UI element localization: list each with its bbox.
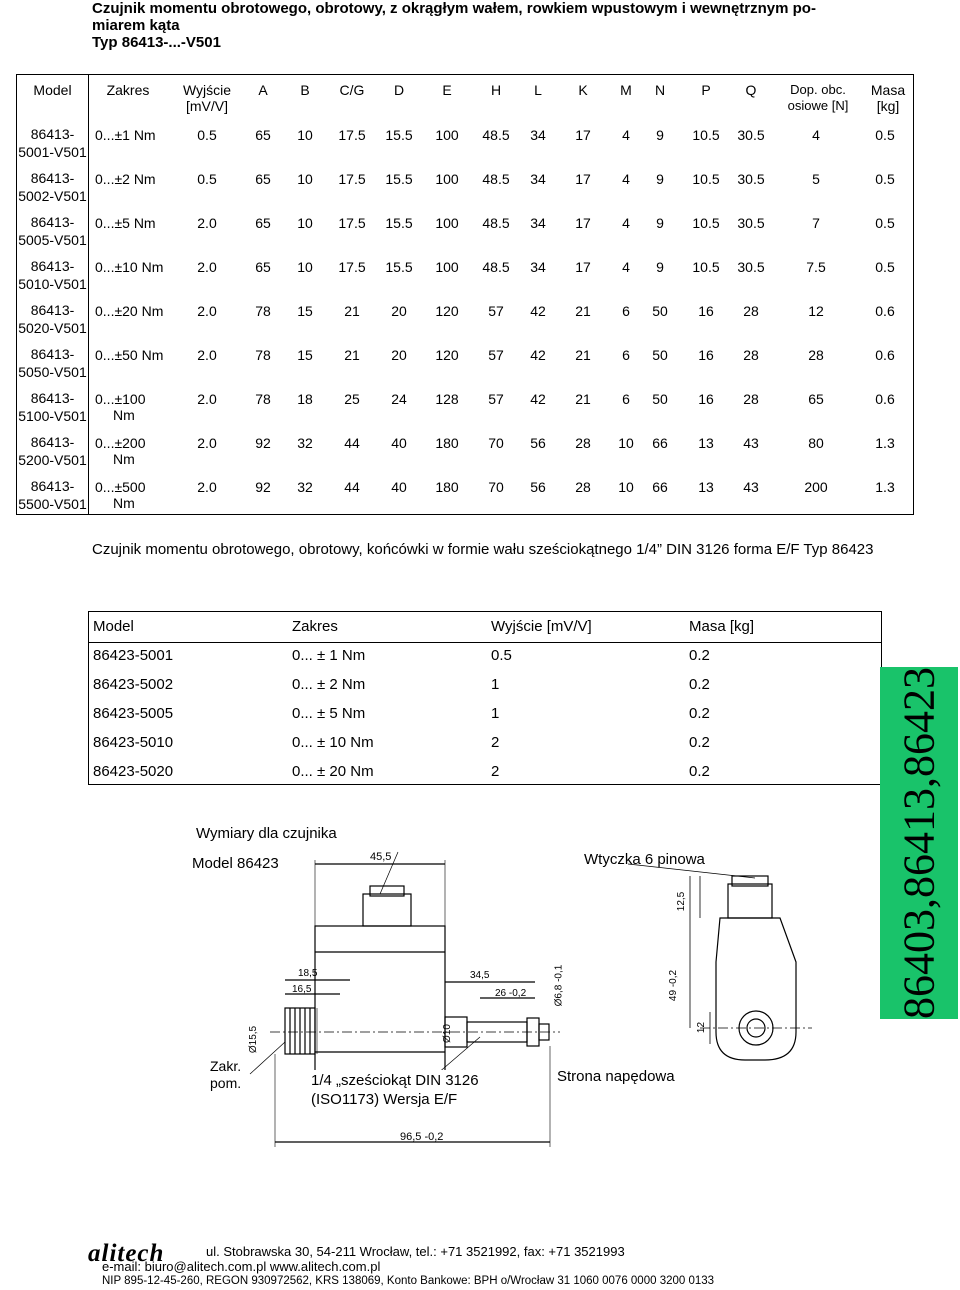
dim-d10: Ø10 — [441, 1024, 453, 1043]
table-cell-h: 70 — [488, 479, 504, 495]
header-divider — [89, 642, 881, 643]
header-l: L — [534, 82, 542, 98]
dim-96-5: 96,5 -0,2 — [400, 1131, 444, 1143]
table-cell-k: 17 — [575, 127, 591, 143]
header-masa-line2: [kg] — [876, 98, 900, 114]
t2-cell-model: 86423-5010 — [93, 734, 174, 751]
table-cell-k: 28 — [575, 479, 591, 495]
table-cell-zakres — [95, 171, 175, 187]
table-cell-a: 65 — [255, 171, 271, 187]
dim-d15-5: Ø15,5 — [248, 1025, 260, 1054]
zakres-line1: 0...±50 Nm — [95, 347, 164, 363]
table-cell-m: 10 — [618, 435, 634, 451]
zakres-line1: 0...±100 — [95, 391, 146, 407]
table-cell-h: 57 — [488, 303, 504, 319]
header-b: B — [300, 82, 310, 98]
table-cell-w: 2.0 — [197, 303, 217, 319]
header-dop-obc — [773, 82, 863, 114]
table-cell-l: 42 — [530, 347, 546, 363]
t2-cell-wyjscie: 2 — [491, 763, 500, 780]
table-cell-k: 21 — [575, 347, 591, 363]
dim-18-5: 18,5 — [298, 968, 318, 979]
model-line1: 86413- — [30, 346, 75, 362]
table-cell-w: 2.0 — [197, 391, 217, 407]
table-cell-zakres — [95, 435, 175, 467]
t2-cell-zakres: 0... ± 10 Nm — [292, 734, 374, 751]
dim-49: 49 -0,2 — [668, 969, 680, 1002]
table-cell-a: 65 — [255, 259, 271, 275]
section-title-86423: Czujnik momentu obrotowego, obrotowy, końcówki w formie wału sześciokątnego 1/4” DIN 3126 forma E/F Typ 86423 — [92, 541, 874, 558]
table-cell-e: 100 — [435, 127, 459, 143]
header-masa-line1: Masa — [870, 82, 906, 98]
table-row-model — [17, 213, 88, 249]
t2-cell-zakres: 0... ± 1 Nm — [292, 647, 366, 664]
table-row-model — [17, 125, 88, 161]
table-cell-p: 10.5 — [692, 171, 720, 187]
model-line1: 86413- — [30, 170, 75, 186]
table-cell-masa: 0.5 — [875, 215, 895, 231]
table-cell-m: 10 — [618, 479, 634, 495]
table-cell-cg: 17.5 — [338, 259, 366, 275]
zakres-line2: Nm — [113, 407, 135, 423]
table-cell-w: 2.0 — [197, 347, 217, 363]
title-line-3: Typ 86413-...-V501 — [92, 34, 221, 51]
header-n: N — [654, 82, 666, 98]
table-cell-dop: 65 — [808, 391, 824, 407]
table-cell-cg: 17.5 — [338, 215, 366, 231]
spec-table-86423 — [88, 611, 882, 785]
table-cell-q: 28 — [743, 303, 759, 319]
footer-company-ids: NIP 895-12-45-260, REGON 930972562, KRS 138069, Konto Bankowe: BPH o/Wrocław 31 1060 0076 0000 3200 0133 — [102, 1275, 715, 1287]
footer — [88, 1234, 948, 1290]
table-cell-zakres — [95, 303, 175, 319]
table-cell-w: 2.0 — [197, 479, 217, 495]
table-cell-masa: 0.5 — [875, 127, 895, 143]
model-line1: 86413- — [30, 302, 75, 318]
table-cell-zakres — [95, 391, 175, 423]
table-cell-n: 50 — [652, 391, 668, 407]
t2-cell-masa: 0.2 — [689, 734, 710, 751]
t2-cell-wyjscie: 1 — [491, 705, 500, 722]
table-cell-d: 15.5 — [385, 259, 413, 275]
table-cell-p: 10.5 — [692, 127, 720, 143]
label-strona-napedowa: Strona napędowa — [554, 1066, 678, 1087]
model-line1: 86413- — [30, 434, 75, 450]
table-cell-m: 4 — [622, 215, 630, 231]
table-cell-n: 66 — [652, 479, 668, 495]
t2-cell-masa: 0.2 — [689, 763, 710, 780]
header-q: Q — [745, 82, 757, 98]
dim-12-5: 12,5 — [676, 891, 688, 912]
table-cell-m: 4 — [622, 259, 630, 275]
table-cell-q: 30.5 — [737, 215, 765, 231]
zakres-line1: 0...±200 — [95, 435, 146, 451]
table-cell-dop: 4 — [812, 127, 820, 143]
table-cell-l: 34 — [530, 171, 546, 187]
table-cell-h: 57 — [488, 391, 504, 407]
label-hex-line2: (ISO1173) Wersja E/F — [311, 1091, 458, 1108]
table-cell-cg: 44 — [344, 435, 360, 451]
table-cell-d: 40 — [391, 479, 407, 495]
table-row-model — [17, 433, 88, 469]
footer-contact: e-mail: biuro@alitech.com.pl www.alitech.com.pl — [102, 1259, 381, 1274]
model-line2: 5500-V501 — [18, 496, 87, 512]
header-wyjscie-line1: Wyjście — [182, 82, 232, 98]
table-cell-a: 65 — [255, 215, 271, 231]
t2-cell-model: 86423-5005 — [93, 705, 174, 722]
table-cell-p: 10.5 — [692, 259, 720, 275]
model-line1: 86413- — [30, 390, 75, 406]
alitech-logo: alitech — [88, 1240, 165, 1267]
table-cell-l: 56 — [530, 479, 546, 495]
table-cell-n: 66 — [652, 435, 668, 451]
table-cell-e: 100 — [435, 171, 459, 187]
label-wymiary: Wymiary dla czujnika — [196, 825, 337, 842]
table-cell-masa: 1.3 — [875, 435, 895, 451]
table-divider — [88, 75, 89, 514]
table-row-model — [17, 169, 88, 205]
table-cell-n: 9 — [656, 259, 664, 275]
dim-34-5: 34,5 — [470, 970, 490, 981]
table-cell-w: 2.0 — [197, 259, 217, 275]
header-p: P — [701, 82, 711, 98]
table-cell-q: 28 — [743, 347, 759, 363]
table-row-model — [17, 389, 88, 425]
table-cell-l: 34 — [530, 259, 546, 275]
table-cell-m: 6 — [622, 391, 630, 407]
header-a: A — [258, 82, 268, 98]
model-line2: 5100-V501 — [18, 408, 87, 424]
table-cell-q: 43 — [743, 479, 759, 495]
label-zakr-line2: pom. — [210, 1075, 242, 1091]
table-cell-b: 18 — [297, 391, 313, 407]
table-cell-b: 10 — [297, 215, 313, 231]
model-line1: 86413- — [30, 126, 75, 142]
table-row-model — [17, 301, 88, 337]
table-cell-e: 100 — [435, 259, 459, 275]
table-cell-e: 100 — [435, 215, 459, 231]
zakres-line1: 0...±2 Nm — [95, 171, 156, 187]
t2-cell-zakres: 0... ± 2 Nm — [292, 676, 366, 693]
table-cell-a: 78 — [255, 347, 271, 363]
label-hex-line1: 1/4 „sześciokąt DIN 3126 — [311, 1072, 479, 1089]
table-cell-cg: 44 — [344, 479, 360, 495]
table-cell-k: 21 — [575, 303, 591, 319]
table-cell-d: 40 — [391, 435, 407, 451]
header-d: D — [393, 82, 405, 98]
table-cell-cg: 25 — [344, 391, 360, 407]
table-cell-d: 15.5 — [385, 127, 413, 143]
table-cell-w: 0.5 — [197, 127, 217, 143]
table-cell-h: 57 — [488, 347, 504, 363]
table-cell-b: 32 — [297, 479, 313, 495]
table-cell-masa: 1.3 — [875, 479, 895, 495]
table-cell-cg: 17.5 — [338, 127, 366, 143]
zakres-line1: 0...±10 Nm — [95, 259, 164, 275]
label-zakr-line1: Zakr. — [210, 1058, 242, 1074]
table-cell-p: 13 — [698, 479, 714, 495]
table-cell-dop: 80 — [808, 435, 824, 451]
label-hex-shaft — [308, 1070, 482, 1110]
zakres-line2: Nm — [113, 495, 135, 511]
title-line-1: Czujnik momentu obrotowego, obrotowy, z okrągłym wałem, rowkiem wpustowym i wewnętrznym po- — [92, 0, 816, 17]
t2-cell-wyjscie: 1 — [491, 676, 500, 693]
sensor-drawing-svg — [180, 812, 880, 1232]
header-wyjscie-line2: [mV/V] — [185, 98, 228, 114]
table-cell-k: 17 — [575, 171, 591, 187]
table-cell-h: 70 — [488, 435, 504, 451]
table-cell-k: 28 — [575, 435, 591, 451]
table-cell-l: 42 — [530, 391, 546, 407]
dim-d6-8: Ø6,8 -0,1 — [553, 964, 565, 1007]
title-line-2: miarem kąta — [92, 17, 180, 34]
table-cell-zakres — [95, 127, 175, 143]
model-line1: 86413- — [30, 214, 75, 230]
zakres-line1: 0...±1 Nm — [95, 127, 156, 143]
table-cell-k: 17 — [575, 259, 591, 275]
zakres-line1: 0...±500 — [95, 479, 146, 495]
table-cell-b: 15 — [297, 347, 313, 363]
table-cell-p: 16 — [698, 391, 714, 407]
header-zakres: Zakres — [106, 82, 150, 98]
table-cell-n: 9 — [656, 215, 664, 231]
table-cell-d: 24 — [391, 391, 407, 407]
t2-cell-model: 86423-5001 — [93, 647, 174, 664]
table-cell-dop: 28 — [808, 347, 824, 363]
table-cell-l: 34 — [530, 127, 546, 143]
model-line2: 5010-V501 — [18, 276, 87, 292]
model-line2: 5020-V501 — [18, 320, 87, 336]
table-cell-n: 50 — [652, 303, 668, 319]
dim-12: 12 — [696, 1021, 708, 1034]
table-cell-n: 9 — [656, 171, 664, 187]
header-model: Model — [33, 82, 72, 98]
table-cell-b: 10 — [297, 171, 313, 187]
table-cell-q: 30.5 — [737, 259, 765, 275]
model-line2: 5005-V501 — [18, 232, 87, 248]
table-cell-dop: 7 — [812, 215, 820, 231]
table-cell-d: 15.5 — [385, 171, 413, 187]
t2-cell-zakres: 0... ± 5 Nm — [292, 705, 366, 722]
model-side-tag — [880, 667, 958, 1019]
dim-45-5: 45,5 — [370, 851, 392, 863]
t2-cell-wyjscie: 2 — [491, 734, 500, 751]
table-cell-q: 28 — [743, 391, 759, 407]
dimension-drawing — [180, 812, 880, 1232]
model-line2: 5001-V501 — [18, 144, 87, 160]
table-cell-dop: 5 — [812, 171, 820, 187]
header-dop-line2: osiowe [N] — [787, 98, 849, 113]
zakres-line1: 0...±20 Nm — [95, 303, 164, 319]
model-line1: 86413- — [30, 258, 75, 274]
table-cell-zakres — [95, 479, 175, 511]
footer-address: ul. Stobrawska 30, 54-211 Wrocław, tel.: +71 3521992, fax: +71 3521993 — [206, 1244, 625, 1259]
t2-header-zakres: Zakres — [292, 618, 338, 635]
table-cell-l: 56 — [530, 435, 546, 451]
table-cell-m: 4 — [622, 171, 630, 187]
t2-cell-masa: 0.2 — [689, 705, 710, 722]
label-wtyczka: Wtyczka 6 pinowa — [584, 851, 705, 868]
table-cell-m: 6 — [622, 347, 630, 363]
table-cell-h: 48.5 — [482, 215, 510, 231]
t2-cell-masa: 0.2 — [689, 647, 710, 664]
table-row-model — [17, 257, 88, 293]
table-cell-b: 15 — [297, 303, 313, 319]
side-tag-text: 86403,86413,86423 — [894, 667, 944, 1019]
table-cell-q: 30.5 — [737, 127, 765, 143]
dim-26: 26 -0,2 — [495, 988, 527, 999]
table-cell-dop: 200 — [804, 479, 828, 495]
label-model: Model 86423 — [192, 855, 279, 872]
table-cell-p: 10.5 — [692, 215, 720, 231]
table-cell-w: 2.0 — [197, 215, 217, 231]
table-cell-m: 6 — [622, 303, 630, 319]
header-m: M — [620, 82, 632, 98]
table-cell-masa: 0.5 — [875, 171, 895, 187]
t2-header-wyjscie: Wyjście [mV/V] — [491, 618, 592, 635]
table-cell-zakres — [95, 215, 175, 231]
table-cell-e: 180 — [435, 479, 459, 495]
dim-16-5: 16,5 — [292, 984, 312, 995]
table-cell-a: 65 — [255, 127, 271, 143]
t2-header-model: Model — [93, 618, 134, 635]
table-cell-p: 16 — [698, 347, 714, 363]
header-k: K — [578, 82, 588, 98]
table-cell-masa: 0.5 — [875, 259, 895, 275]
table-cell-dop: 12 — [808, 303, 824, 319]
table-cell-m: 4 — [622, 127, 630, 143]
table-cell-d: 20 — [391, 347, 407, 363]
zakres-line2: Nm — [113, 451, 135, 467]
table-cell-q: 30.5 — [737, 171, 765, 187]
t2-header-masa: Masa [kg] — [689, 618, 755, 635]
table-cell-l: 34 — [530, 215, 546, 231]
table-cell-w: 2.0 — [197, 435, 217, 451]
table-cell-a: 92 — [255, 479, 271, 495]
table-row-model — [17, 345, 88, 381]
table-cell-k: 17 — [575, 215, 591, 231]
model-line1: 86413- — [30, 478, 75, 494]
table-cell-h: 48.5 — [482, 171, 510, 187]
table-cell-dop: 7.5 — [806, 259, 826, 275]
table-cell-a: 78 — [255, 303, 271, 319]
table-cell-zakres — [95, 259, 175, 275]
table-cell-w: 0.5 — [197, 171, 217, 187]
header-h: H — [490, 82, 502, 98]
table-cell-cg: 17.5 — [338, 171, 366, 187]
label-zakr-pom — [210, 1058, 241, 1092]
table-cell-q: 43 — [743, 435, 759, 451]
header-wyjscie — [167, 82, 247, 114]
header-cg: C/G — [339, 82, 365, 98]
model-line2: 5050-V501 — [18, 364, 87, 380]
t2-cell-model: 86423-5020 — [93, 763, 174, 780]
table-cell-b: 32 — [297, 435, 313, 451]
table-cell-b: 10 — [297, 259, 313, 275]
zakres-line1: 0...±5 Nm — [95, 215, 156, 231]
model-line2: 5200-V501 — [18, 452, 87, 468]
table-cell-l: 42 — [530, 303, 546, 319]
table-cell-h: 48.5 — [482, 259, 510, 275]
table-cell-masa: 0.6 — [875, 347, 895, 363]
page-title — [92, 0, 852, 51]
table-cell-p: 16 — [698, 303, 714, 319]
t2-cell-model: 86423-5002 — [93, 676, 174, 693]
table-cell-n: 9 — [656, 127, 664, 143]
table-row-model — [17, 477, 88, 513]
table-cell-a: 92 — [255, 435, 271, 451]
table-cell-a: 78 — [255, 391, 271, 407]
model-line2: 5002-V501 — [18, 188, 87, 204]
table-cell-zakres — [95, 347, 175, 363]
table-cell-masa: 0.6 — [875, 391, 895, 407]
table-cell-cg: 21 — [344, 347, 360, 363]
table-cell-e: 180 — [435, 435, 459, 451]
table-cell-d: 20 — [391, 303, 407, 319]
table-cell-h: 48.5 — [482, 127, 510, 143]
table-cell-e: 120 — [435, 347, 459, 363]
table-cell-d: 15.5 — [385, 215, 413, 231]
table-cell-k: 21 — [575, 391, 591, 407]
table-cell-masa: 0.6 — [875, 303, 895, 319]
t2-cell-wyjscie: 0.5 — [491, 647, 512, 664]
table-cell-cg: 21 — [344, 303, 360, 319]
t2-cell-zakres: 0... ± 20 Nm — [292, 763, 374, 780]
header-dop-line1: Dop. obc. — [790, 82, 846, 97]
table-cell-p: 13 — [698, 435, 714, 451]
table-cell-b: 10 — [297, 127, 313, 143]
table-cell-n: 50 — [652, 347, 668, 363]
table-cell-e: 128 — [435, 391, 459, 407]
header-masa — [863, 82, 913, 114]
header-e: E — [442, 82, 452, 98]
t2-cell-masa: 0.2 — [689, 676, 710, 693]
spec-table-86413 — [16, 74, 914, 515]
table-cell-e: 120 — [435, 303, 459, 319]
